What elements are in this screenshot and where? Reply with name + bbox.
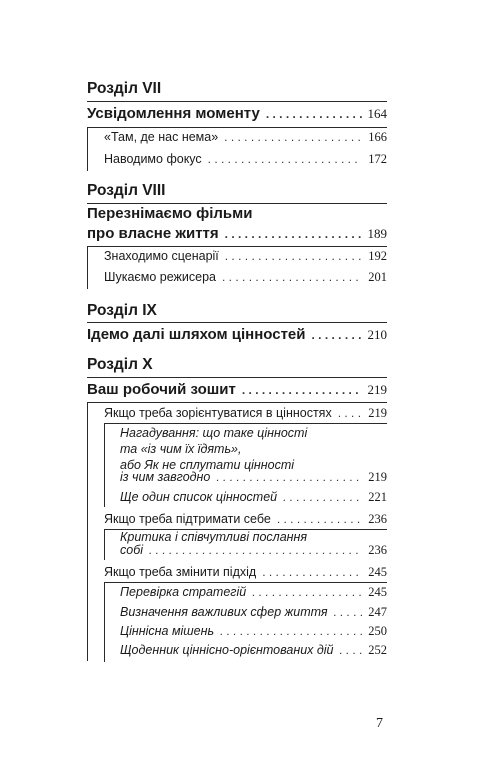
toc-entry-title: Ідемо далі шляхом цінностей xyxy=(87,326,306,343)
sec3-indent-bar xyxy=(104,583,105,662)
toc-entry-ch10-sec2[interactable] xyxy=(104,512,387,527)
toc-entry-page: 192 xyxy=(368,249,387,263)
chapter-10-rule xyxy=(87,377,387,378)
chapter-8-heading: Розділ VIII xyxy=(87,182,166,199)
toc-entry-ch7-item-1[interactable] xyxy=(104,130,387,145)
toc-entry-ch10-main[interactable] xyxy=(87,381,387,398)
toc-entry-title: Наводимо фокус xyxy=(104,152,202,166)
toc-entry-page: 189 xyxy=(367,226,387,241)
toc-entry-title: Шукаємо режисера xyxy=(104,270,217,284)
toc-entry-title: «Там, де нас нема» xyxy=(104,130,219,144)
toc-entry-ch7-main[interactable] xyxy=(87,105,387,122)
toc-entry-title: Щоденник ціннісно-орієнтованих дій xyxy=(120,643,334,657)
leader-dots xyxy=(252,585,362,599)
toc-entry-page: 219 xyxy=(367,382,387,397)
toc-entry-ch10-sec2-sub1[interactable] xyxy=(120,543,387,558)
chapter-9-heading: Розділ IX xyxy=(87,302,157,319)
toc-entry-title: Знаходимо сценарії xyxy=(104,249,219,263)
toc-entry-page: 221 xyxy=(368,490,387,504)
chapter-8-rule xyxy=(87,203,387,204)
toc-entry-page: 250 xyxy=(368,624,387,638)
leader-dots xyxy=(340,643,363,657)
chapter-7-heading: Розділ VII xyxy=(87,80,162,97)
toc-sub-sec1-line2: та «із чим їх їдять», xyxy=(120,442,242,456)
leader-dots xyxy=(338,406,363,420)
toc-entry-page: 252 xyxy=(368,643,387,657)
ch8-main-rule xyxy=(87,246,387,247)
toc-entry-title: із чим завгодно xyxy=(120,470,211,484)
toc-entry-page: 245 xyxy=(368,585,387,599)
toc-entry-page: 210 xyxy=(367,327,387,342)
ch7-indent-bar xyxy=(87,128,88,171)
toc-entry-title: Перевірка стратегій xyxy=(120,585,247,599)
page-number: 7 xyxy=(376,716,383,731)
leader-dots xyxy=(216,470,362,484)
leader-dots xyxy=(334,605,363,619)
toc-entry-title: Ще один список цінностей xyxy=(120,490,278,504)
leader-dots xyxy=(225,249,362,263)
toc-entry-title: Якщо треба підтримати себе xyxy=(104,512,271,526)
ch10-main-rule xyxy=(87,402,387,403)
toc-entry-title: Якщо треба зорієнтуватися в цінностях xyxy=(104,406,332,420)
toc-entry-ch10-sec3-sub2[interactable] xyxy=(120,605,387,620)
leader-dots xyxy=(312,328,362,342)
toc-sub-sec1-line3: або Як не сплутати цінності xyxy=(120,458,295,472)
leader-dots xyxy=(283,490,362,504)
chapter-9-rule xyxy=(87,322,387,323)
leader-dots xyxy=(242,383,362,397)
leader-dots xyxy=(222,270,362,284)
toc-entry-page: 219 xyxy=(368,470,387,484)
toc-entry-ch10-sec3-sub4[interactable] xyxy=(120,643,387,658)
toc-sub-sec1-line1: Нагадування: що таке цінності xyxy=(120,426,308,440)
leader-dots xyxy=(149,543,362,557)
sec1-rule xyxy=(104,423,387,424)
sec2-indent-bar xyxy=(104,530,105,560)
ch10-indent-bar xyxy=(87,403,88,661)
toc-entry-page: 166 xyxy=(368,130,387,144)
toc-entry-ch10-sec3[interactable] xyxy=(104,565,387,580)
chapter-7-rule xyxy=(87,101,387,102)
leader-dots xyxy=(220,624,362,638)
toc-entry-title: Ваш робочий зошит xyxy=(87,381,236,398)
toc-entry-page: 164 xyxy=(367,106,387,121)
chapter-10-heading: Розділ X xyxy=(87,356,153,373)
toc-entry-ch8-main[interactable] xyxy=(87,225,387,242)
ch7-main-rule xyxy=(87,127,387,128)
toc-entry-page: 201 xyxy=(368,270,387,284)
toc-entry-ch10-sec3-sub3[interactable] xyxy=(120,624,387,639)
ch8-indent-bar xyxy=(87,247,88,289)
leader-dots xyxy=(262,565,362,579)
toc-entry-page: 172 xyxy=(368,152,387,166)
leader-dots xyxy=(266,107,362,121)
toc-entry-ch7-item-2[interactable] xyxy=(104,152,387,167)
toc-entry-title: Якщо треба змінити підхід xyxy=(104,565,257,579)
toc-entry-ch10-sec3-sub1[interactable] xyxy=(120,585,387,600)
toc-entry-ch8-item-1[interactable] xyxy=(104,249,387,264)
sec1-indent-bar xyxy=(104,424,105,507)
toc-entry-ch8-main-line1: Перезнімаємо фільми xyxy=(87,205,253,222)
toc-entry-ch10-sec1-sub2[interactable] xyxy=(120,490,387,505)
leader-dots xyxy=(277,512,362,526)
toc-entry-title: Ціннісна мішень xyxy=(120,624,215,638)
toc-entry-ch8-item-2[interactable] xyxy=(104,270,387,285)
toc-entry-ch10-sec1[interactable] xyxy=(104,406,387,421)
toc-entry-title: Визначення важливих сфер життя xyxy=(120,605,328,619)
toc-entry-page: 236 xyxy=(368,512,387,526)
toc-entry-page: 236 xyxy=(368,543,387,557)
leader-dots xyxy=(208,152,363,166)
toc-entry-ch10-sec1-sub1[interactable] xyxy=(120,470,387,485)
sec3-rule xyxy=(104,582,387,583)
toc-entry-page: 219 xyxy=(368,406,387,420)
toc-entry-title: собі xyxy=(120,543,144,557)
toc-sub-sec2-line1: Критика і співчутливі послання xyxy=(120,530,308,544)
toc-entry-page: 247 xyxy=(368,605,387,619)
leader-dots xyxy=(224,130,362,144)
toc-entry-page: 245 xyxy=(368,565,387,579)
toc-entry-ch9-main[interactable] xyxy=(87,326,387,343)
toc-entry-title: Усвідомлення моменту xyxy=(87,105,260,122)
leader-dots xyxy=(225,227,362,241)
toc-entry-title: про власне життя xyxy=(87,225,219,242)
